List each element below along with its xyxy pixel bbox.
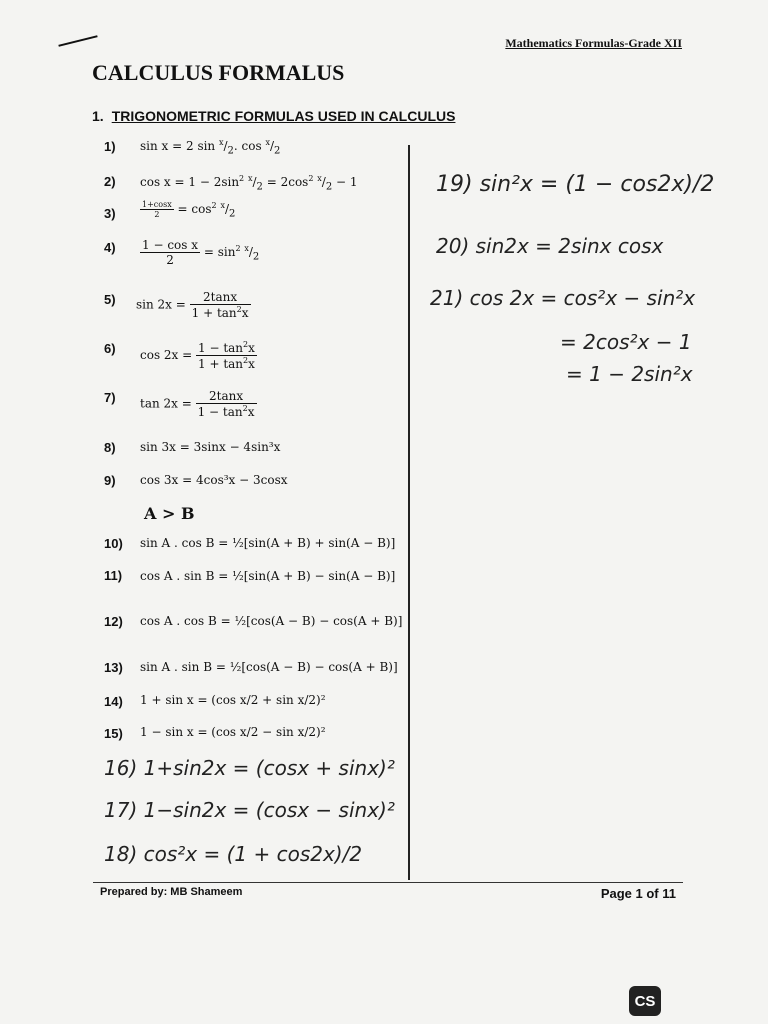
author-credit: Prepared by: MB Shameem xyxy=(100,886,243,898)
camscanner-logo-icon: CS xyxy=(629,986,661,1016)
formula-6: cos 2x = $\frac{1 - \tan^2x}{1 + \tan^2x}$ xyxy=(140,340,255,371)
footer-divider xyxy=(93,882,683,883)
formula-10: sin A . cos B = ½[sin(A + B) + sin(A − B)] xyxy=(140,536,396,550)
formula-number: 4) xyxy=(104,240,116,255)
formula-number: 11) xyxy=(104,568,123,583)
formula-number: 9) xyxy=(104,473,116,488)
condition-label: A > B xyxy=(144,504,195,523)
header-title: Mathematics Formulas-Grade XII xyxy=(505,36,682,50)
handwritten-formula-21-step3: = 1 − 2sin²x xyxy=(566,362,693,386)
handwritten-formula-18: 18) cos²x = (1 + cos2x)/2 xyxy=(104,842,363,866)
formula-8: sin 3x = 3sinx − 4sin³x xyxy=(140,440,281,454)
formula-number: 1) xyxy=(104,139,116,154)
handwritten-formula-20: 20) sin2x = 2sinx cosx xyxy=(436,234,664,258)
formula-9: cos 3x = 4cos³x − 3cosx xyxy=(140,473,288,487)
handwritten-formula-19: 19) sin²x = (1 − cos2x)/2 xyxy=(436,172,715,197)
pen-mark xyxy=(58,35,97,47)
handwritten-formula-16: 16) 1+sin2x = (cosx + sinx)² xyxy=(104,756,395,780)
formula-number: 15) xyxy=(104,726,123,741)
formula-4: $\frac{\text{1 − cos x}}{2}$ = $\sin^2 ^x/_2$ xyxy=(142,238,260,267)
formula-number: 5) xyxy=(104,292,116,307)
formula-number: 14) xyxy=(104,694,123,709)
column-divider xyxy=(408,145,410,880)
handwritten-formula-17: 17) 1−sin2x = (cosx − sinx)² xyxy=(104,798,395,822)
page-number: Page 1 of 11 xyxy=(600,886,676,901)
section-label: TRIGONOMETRIC FORMULAS USED IN CALCULUS xyxy=(111,108,456,124)
formula-15: 1 − sin x = (cos x/2 − sin x/2)² xyxy=(140,725,326,739)
handwritten-formula-21: 21) cos 2x = cos²x − sin²x xyxy=(430,286,696,310)
page-title: CALCULUS FORMALUS xyxy=(92,60,345,85)
formula-number: 7) xyxy=(104,390,116,405)
formula-number: 2) xyxy=(104,174,116,189)
formula-number: 8) xyxy=(104,440,116,455)
formula-number: 10) xyxy=(104,536,123,551)
handwritten-formula-21-step2: = 2cos²x − 1 xyxy=(560,330,692,354)
formula-5: sin 2x = $\frac{2\tan x}{1 + \tan^2x}$ xyxy=(136,290,249,320)
formula-number: 3) xyxy=(104,206,116,221)
formula-11: cos A . sin B = ½[sin(A + B) − sin(A − B)] xyxy=(140,569,396,583)
formula-3: $\frac{1+\cos x}{2}$ = $\cos^2 ^x/_2$ xyxy=(142,200,236,220)
formula-12: cos A . cos B = ½[cos(A − B) − cos(A + B)] xyxy=(140,614,403,628)
section-heading xyxy=(92,108,455,124)
section-number: 1. xyxy=(92,108,104,124)
formula-13: sin A . sin B = ½[cos(A − B) − cos(A + B)] xyxy=(140,660,398,674)
formula-number: 13) xyxy=(104,660,123,675)
formula-2: $\cos x = 1 - 2\sin^2$ $^x/_2 = 2\cos^2$ $^x/_2 - 1$ xyxy=(140,174,358,193)
formula-7: tan 2x = $\frac{2\tan x}{1 - \tan^2x}$ xyxy=(140,389,255,419)
formula-number: 12) xyxy=(104,614,123,629)
formula-14: 1 + sin x = (cos x/2 + sin x/2)² xyxy=(140,693,326,707)
formula-number: 6) xyxy=(104,341,116,356)
formula-1: sin x = 2 $\sin ^x/_2$. $\cos ^x/_2$ xyxy=(140,138,281,157)
